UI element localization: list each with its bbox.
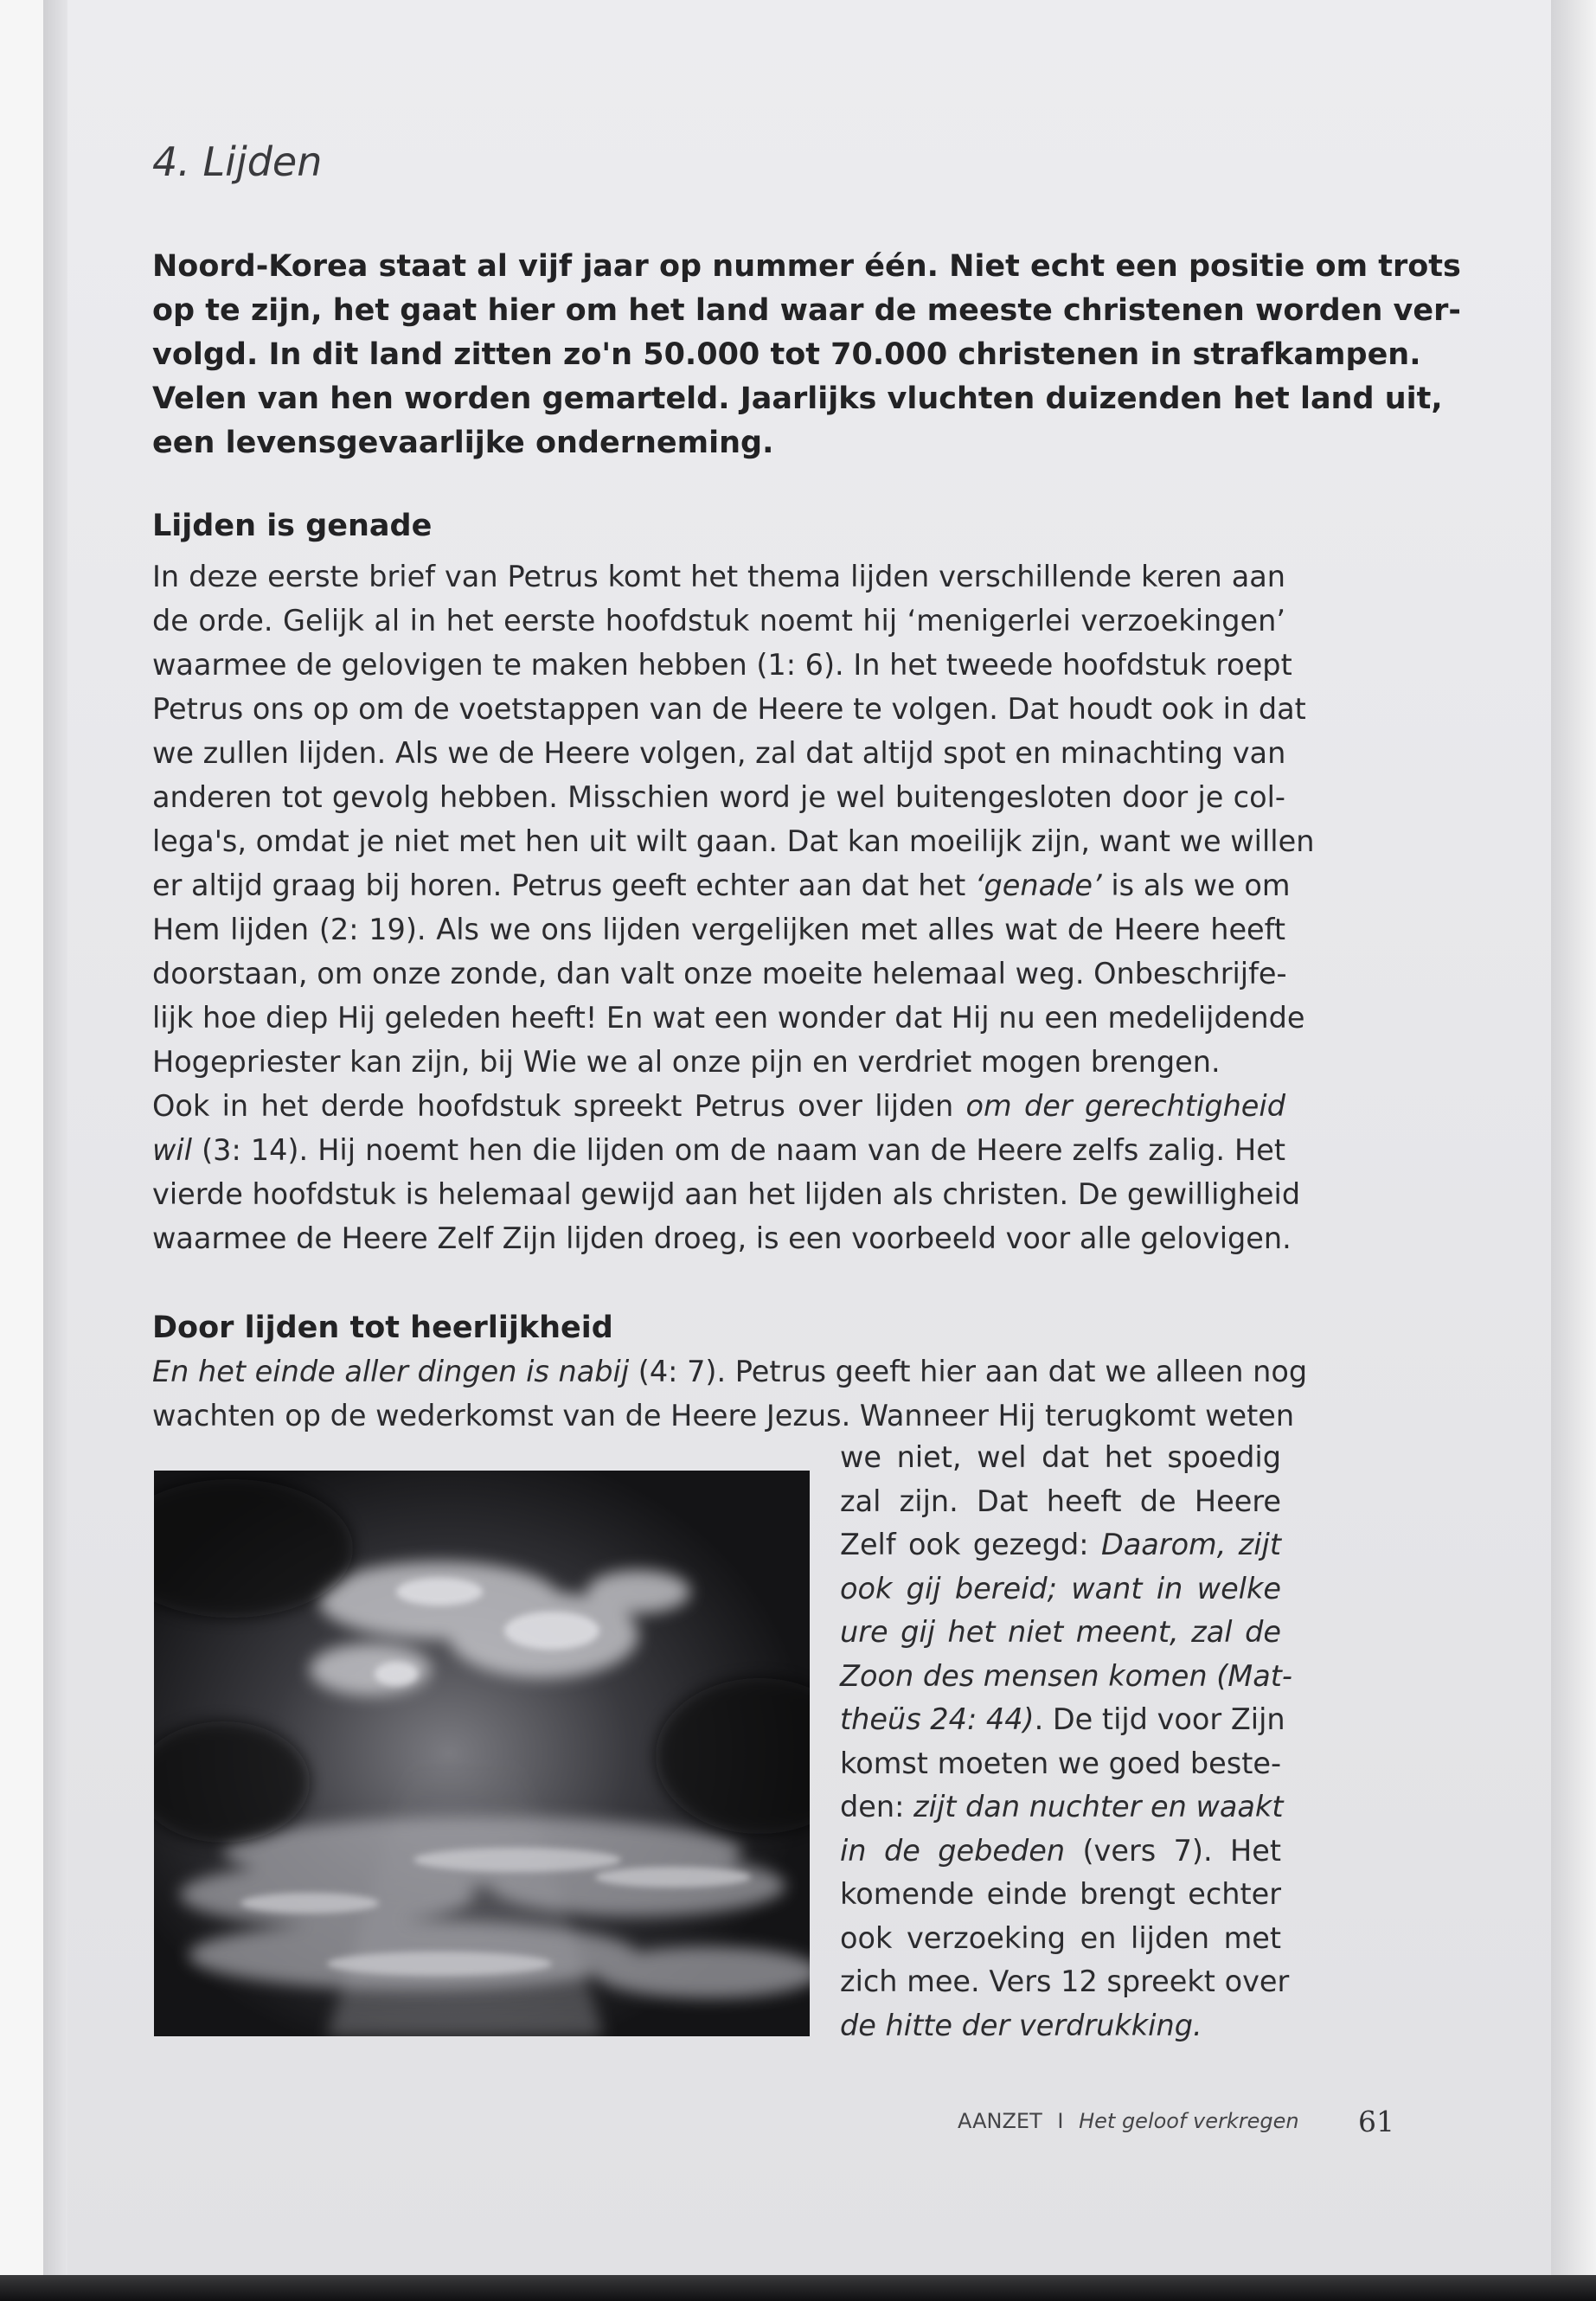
body-line: de orde. Gelijk al in het eerste hoofdstuk noemt hij ‘menigerlei verzoekingen’ (152, 604, 1285, 638)
body-line: waarmee de gelovigen te maken hebben (1: 6). In het tweede hoofdstuk roept (152, 648, 1292, 682)
footer-separator: I (1057, 2109, 1064, 2133)
intro-line: een levensgevaarlijke onderneming. (152, 426, 774, 460)
binding-shadow (43, 0, 67, 2301)
intro-line: op te zijn, het gaat hier om het land waar de meeste christenen worden ver- (152, 293, 1461, 328)
body-line: Ook in het derde hoofdstuk spreekt Petrus over lijden om der gerechtigheid (152, 1089, 1285, 1123)
body-line: ook gij bereid; want in welke (840, 1571, 1281, 1606)
footer-subtitle: Het geloof verkregen (1079, 2109, 1299, 2133)
body-line: theüs 24: 44). De tijd voor Zijn (840, 1702, 1285, 1736)
body-line: doorstaan, om onze zonde, dan valt onze moeite helemaal weg. Onbeschrijfe- (152, 957, 1287, 990)
body-line: ure gij het niet meent, zal de (840, 1615, 1281, 1649)
intro-line: Velen van hen worden gemarteld. Jaarlijks vluchten duizenden het land uit, (152, 381, 1443, 416)
wrapped-column-text (840, 1436, 1292, 2048)
body-line: zal zijn. Dat heeft de Heere (840, 1484, 1281, 1518)
page-footer (958, 2109, 1299, 2133)
body-line: vierde hoofdstuk is helemaal gewijd aan het lijden als christen. De gewilligheid (152, 1177, 1301, 1211)
section1-body (152, 554, 1315, 1260)
body-line: En het einde aller dingen is nabij (4: 7). Petrus geeft hier aan dat we alleen nog (152, 1355, 1308, 1388)
body-line: wachten op de wederkomst van de Heere Jezus. Wanneer Hij terugkomt weten (152, 1399, 1295, 1433)
intro-paragraph (152, 245, 1461, 465)
footer-magazine-name: AANZET (958, 2109, 1042, 2133)
chapter-title: 4. Lijden (152, 138, 323, 185)
scan-edge-right (1551, 0, 1596, 2301)
section-heading-lijden-is-genade: Lijden is genade (152, 509, 433, 543)
sky-clouds-image (154, 1471, 810, 2036)
intro-line: Noord-Korea staat al vijf jaar op nummer één. Niet echt een positie om trots (152, 249, 1461, 284)
body-line: lijk hoe diep Hij geleden heeft! En wat een wonder dat Hij nu een medelijdende (152, 1001, 1305, 1035)
page-number: 61 (1358, 2105, 1394, 2138)
body-line: komende einde brengt echter (840, 1877, 1281, 1911)
body-line: Zelf ook gezegd: Daarom, zijt (840, 1528, 1282, 1561)
body-line: lega's, omdat je niet met hen uit wilt gaan. Dat kan moeilijk zijn, want we willen (152, 824, 1315, 858)
body-line: Hogepriester kan zijn, bij Wie we al onze pijn en verdriet mogen brengen. (152, 1045, 1221, 1079)
body-line: de hitte der verdrukking. (840, 2008, 1202, 2042)
intro-line: volgd. In dit land zitten zo'n 50.000 tot 70.000 christenen in strafkampen. (152, 337, 1421, 372)
body-line: we zullen lijden. Als we de Heere volgen, zal dat altijd spot en minachting van (152, 736, 1286, 770)
body-line: er altijd graag bij horen. Petrus geeft echter aan dat het ‘genade’ is als we om (152, 868, 1291, 902)
body-line: zich mee. Vers 12 spreekt over (840, 1965, 1290, 1998)
body-line: we niet, wel dat het spoedig (840, 1440, 1281, 1474)
section-heading-door-lijden: Door lijden tot heerlijkheid (152, 1311, 613, 1345)
body-line: in de gebeden (vers 7). Het (840, 1833, 1281, 1868)
body-line: Zoon des mensen komen (Mat- (840, 1658, 1292, 1693)
body-line: In deze eerste brief van Petrus komt het thema lijden verschillende keren aan (152, 560, 1285, 593)
scan-edge-bottom (0, 2275, 1596, 2301)
body-line: den: zijt dan nuchter en waakt (840, 1790, 1284, 1823)
body-line: komst moeten we goed beste- (840, 1746, 1282, 1780)
cloudy-sky-photo (154, 1471, 810, 2036)
scan-edge-left (0, 0, 43, 2301)
section2-body (152, 1349, 1308, 1438)
body-line: wil (3: 14). Hij noemt hen die lijden om de naam van de Heere zelfs zalig. Het (152, 1133, 1285, 1167)
body-line: ook verzoeking en lijden met (840, 1920, 1281, 1955)
body-line: Hem lijden (2: 19). Als we ons lijden vergelijken met alles wat de Heere heeft (152, 913, 1285, 946)
body-line: waarmee de Heere Zelf Zijn lijden droeg, is een voorbeeld voor alle gelovigen. (152, 1221, 1292, 1255)
body-line: Petrus ons op om de voetstappen van de Heere te volgen. Dat houdt ook in dat (152, 692, 1306, 726)
body-line: anderen tot gevolg hebben. Misschien word je wel buitengesloten door je col- (152, 780, 1285, 814)
